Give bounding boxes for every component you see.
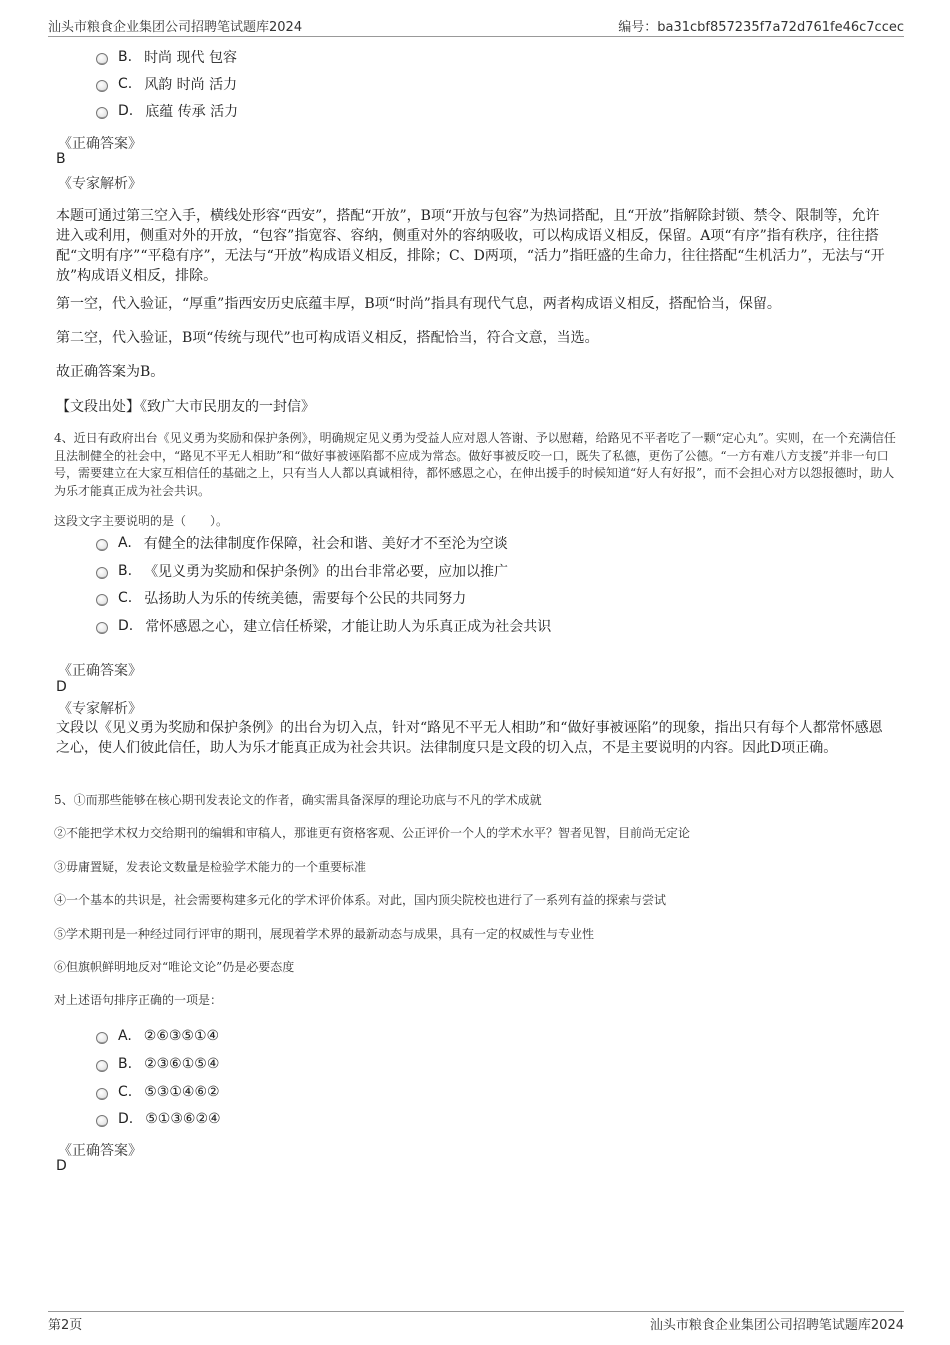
option-text: 《见义勇为奖励和保护条例》的出台非常必要，应加以推广 (144, 564, 509, 580)
q4-option-b[interactable] (96, 561, 508, 581)
q5-sentence-1: 5、①而那些能够在核心期刊发表论文的作者，确实需具备深厚的理论功底与不凡的学术成就 (54, 793, 542, 807)
option-label: C. (118, 590, 133, 606)
q4-option-d[interactable] (96, 616, 551, 636)
q5-option-b[interactable] (96, 1054, 219, 1074)
option-text: ②③⑥①⑤④ (144, 1056, 220, 1072)
option-label: A. (118, 1028, 132, 1044)
option-label: A. (118, 535, 132, 551)
q3-answer: B (56, 151, 66, 167)
option-label: B. (118, 49, 133, 65)
source-prefix: 【文段出处】 (56, 399, 140, 415)
q5-sentence-2: ②不能把学术权力交给期刊的编辑和审稿人，那谁更有资格客观、公正评价一个人的学术水平？智者见智，目前尚无定论 (54, 826, 691, 840)
q3-analysis-paragraph-4: 故正确答案为B。 (56, 364, 165, 380)
option-text: 常怀感恩之心，建立信任桥梁，才能让助人为乐真正成为社会共识 (145, 619, 552, 635)
q5-sentence-5: ⑤学术期刊是一种经过同行评审的期刊，展现着学术界的最新动态与成果，具有一定的权威性与专业性 (54, 927, 595, 941)
q5-sentence-4: ④一个基本的共识是，社会需要构建多元化的学术评价体系。对此，国内顶尖院校也进行了一系列有益的探索与尝试 (54, 893, 667, 907)
radio-icon[interactable] (96, 1115, 108, 1127)
q5-sentence-3: ③毋庸置疑，发表论文数量是检验学术能力的一个重要标准 (54, 860, 367, 874)
q3-analysis-paragraph-3: 第二空，代入验证，B项“传统与现代”也可构成语义相反，搭配恰当，符合文意，当选。 (56, 330, 599, 346)
option-label: C. (118, 1084, 133, 1100)
q5-answer-label: 《正确答案》 (58, 1143, 142, 1159)
q3-analysis-label: 《专家解析》 (58, 176, 142, 192)
q4-stem: 4、近日有政府出台《见义勇为奖励和保护条例》，明确规定见义勇为受益人应对恩人答谢、予以慰藉，给路见不平者吃了一颗“定心丸”。实则，在一个充满信任且法制健全的社会中，“路见不平无人相助”和“做好事被诬陷都不应成为常态。做好事被反咬一口，既失了私德，更伤了公德。“一方有难八方支援”并非一句口号，需要建立在大家互相信任的基础之上，只有当人人都以真诚相待，都怀感恩之心，在伸出援手的时候知道“好人有好报”，而不会担心对方以怨报德时，助人为乐才能真正成为社会共识。 (54, 431, 896, 498)
q3-option-c[interactable] (96, 74, 237, 94)
option-label: B. (118, 563, 133, 579)
footer-divider (48, 1311, 904, 1312)
q3-analysis-paragraph-2: 第一空，代入验证，“厚重”指西安历史底蕴丰厚，B项“时尚”指具有现代气息，两者构成语义相反，搭配恰当，保留。 (56, 296, 781, 312)
radio-icon[interactable] (96, 1032, 108, 1044)
option-text: 时尚 现代 包容 (144, 50, 237, 66)
option-text: 有健全的法律制度作保障，社会和谐、美好才不至沦为空谈 (143, 536, 508, 552)
footer-title: 汕头市粮食企业集团公司招聘笔试题库2024 (649, 1318, 904, 1333)
radio-icon[interactable] (96, 539, 108, 551)
radio-icon[interactable] (96, 107, 108, 119)
option-label: D. (118, 618, 134, 634)
q3-option-d[interactable] (96, 101, 238, 121)
q4-answer-label: 《正确答案》 (58, 663, 142, 679)
option-label: D. (118, 1111, 134, 1127)
q4-answer: D (56, 679, 67, 695)
option-label: C. (118, 76, 133, 92)
option-label: B. (118, 1056, 133, 1072)
radio-icon[interactable] (96, 622, 108, 634)
radio-icon[interactable] (96, 1060, 108, 1072)
option-text: ⑤③①④⑥② (144, 1084, 220, 1100)
q5-option-d[interactable] (96, 1109, 221, 1129)
option-text: ⑤①③⑥②④ (145, 1111, 221, 1127)
radio-icon[interactable] (96, 1088, 108, 1100)
option-text: 弘扬助人为乐的传统美德，需要每个公民的共同努力 (144, 591, 467, 607)
option-text: ②⑥③⑤①④ (143, 1028, 220, 1044)
q5-option-a[interactable] (96, 1026, 219, 1046)
q5-sentence-6: ⑥但旗帜鲜明地反对“唯论文论”仍是必要态度 (54, 960, 295, 974)
radio-icon[interactable] (96, 53, 108, 65)
q5-answer: D (56, 1158, 67, 1174)
q4-option-c[interactable] (96, 588, 466, 608)
radio-icon[interactable] (96, 80, 108, 92)
option-text: 风韵 时尚 活力 (144, 77, 238, 93)
q4-option-a[interactable] (96, 533, 508, 553)
q3-option-b[interactable] (96, 47, 237, 67)
option-text: 底蕴 传承 活力 (145, 104, 239, 120)
option-label: D. (118, 103, 134, 119)
q4-analysis-label: 《专家解析》 (58, 701, 142, 717)
q5-option-c[interactable] (96, 1082, 220, 1102)
radio-icon[interactable] (96, 567, 108, 579)
q3-source (56, 396, 315, 416)
q5-question: 对上述语句排序正确的一项是： (54, 993, 223, 1007)
header-divider (48, 36, 904, 37)
q3-analysis-paragraph-1: 本题可通过第三空入手，横线处形容“西安”，搭配“开放”，B项“开放与包容”为热词搭配，且“开放”指解除封锁、禁令、限制等，允许进入或利用，侧重对外的开放，“包容”指宽容、容纳，侧重对外的容纳吸收，可以构成语义相反，保留。A项“有序”指有秩序，往往搭配“文明有序”“平稳有序”，无法与“开放”构成语义相反，排除；C、D两项，“活力”指旺盛的生命力，往往搭配“生机活力”，无法与“开放”构成语义相反，排除。 (56, 208, 885, 284)
source-title: 《致广大市民朋友的一封信》 (140, 399, 315, 415)
radio-icon[interactable] (96, 594, 108, 606)
q4-question: 这段文字主要说明的是（ ）。 (54, 514, 229, 528)
q4-analysis: 文段以《见义勇为奖励和保护条例》的出台为切入点，针对“路见不平无人相助”和“做好事被诬陷”的现象，指出只有每个人都常怀感恩之心，使人们彼此信任，助人为乐才能真正成为社会共识。法律制度只是文段的切入点，不是主要说明的内容。因此D项正确。 (56, 720, 883, 756)
document-id: 编号：ba31cbf857235f7a72d761fe46c7ccec (618, 20, 904, 35)
header-title: 汕头市粮食企业集团公司招聘笔试题库2024 (48, 20, 303, 35)
q3-answer-label: 《正确答案》 (58, 136, 142, 152)
page-number: 第2页 (48, 1318, 83, 1333)
